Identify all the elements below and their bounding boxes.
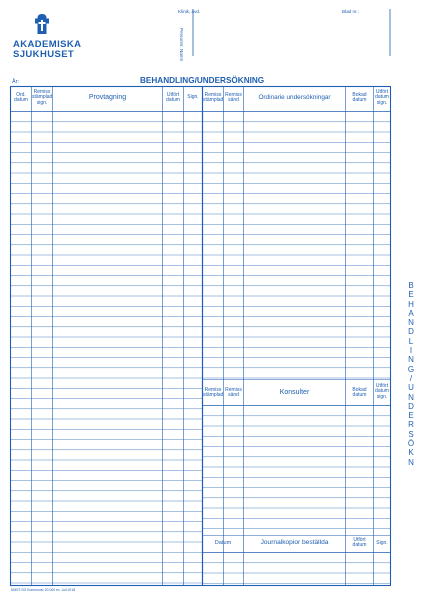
side-letter: D — [408, 401, 414, 411]
col-utfort-datum-sign: Utfört datum sign. — [375, 89, 389, 106]
side-letter: H — [408, 299, 414, 309]
konsulter-bokad-datum: Bokad datum — [352, 387, 367, 399]
side-vertical-title — [406, 281, 416, 467]
side-letter: A — [408, 308, 414, 318]
side-letter: D — [408, 327, 414, 337]
col-bokad-datum: Bokad datum — [352, 92, 367, 104]
side-letter: N — [408, 457, 414, 467]
journal-title: Journalkopior beställda — [260, 539, 329, 546]
side-letter: I — [409, 346, 413, 356]
journal-sign: Sign. — [376, 540, 388, 546]
col-remiss-stamplad: Remiss stämplad — [203, 92, 224, 104]
side-letter: R — [408, 420, 414, 430]
side-letter: / — [409, 373, 413, 383]
col-remiss-sand: Remiss sänd — [225, 92, 242, 104]
side-letter: B — [408, 281, 414, 290]
sheet-number-label: Blad nr.: — [342, 9, 359, 14]
side-letter: E — [408, 290, 414, 300]
side-letter: G — [407, 364, 415, 374]
col-ord-datum: Ord. datum — [14, 92, 28, 104]
year-label: År: — [12, 79, 19, 85]
konsulter-remiss-stamplad: Remiss stämplad — [203, 387, 224, 399]
col-utfort-datum: Utfört datum — [166, 92, 180, 104]
side-letter: K — [408, 448, 414, 458]
konsulter-remiss-sand: Remiss sänd — [225, 387, 242, 399]
form-title: BEHANDLING/UNDERSÖKNING — [140, 76, 265, 85]
name-label: Personnr. Namn — [179, 28, 184, 62]
journal-utfort-datum: Utfört datum — [352, 537, 367, 549]
org-name-line1: AKADEMISKA — [13, 39, 82, 50]
side-letter: N — [408, 355, 414, 365]
org-name-line2: SJUKHUSET — [13, 49, 75, 60]
journal-datum: Datum — [214, 540, 232, 546]
clinic-label: Klinik, avd. — [178, 9, 201, 14]
side-letter: E — [408, 411, 414, 421]
col-sign: Sign. — [187, 94, 199, 100]
konsulter-title: Konsulter — [279, 389, 310, 396]
side-letter: N — [408, 318, 414, 328]
konsulter-utfort-datum-sign: Utfört datum sign. — [375, 383, 389, 400]
side-letter: U — [408, 383, 414, 393]
side-letter: S — [408, 429, 414, 439]
side-letter: Ö — [407, 439, 415, 449]
form-footer: 50873 SG Kommuner 20.000 ex. Juli 2018 — [11, 588, 76, 592]
side-letter: N — [408, 392, 414, 402]
col-ordinarie-undersokningar: Ordinarie undersökningar — [258, 94, 331, 101]
col-remiss-stamplad-sign: Remiss stämplad sign. — [32, 89, 53, 106]
side-letter: L — [408, 336, 414, 346]
col-provtagning: Provtagning — [88, 94, 127, 101]
